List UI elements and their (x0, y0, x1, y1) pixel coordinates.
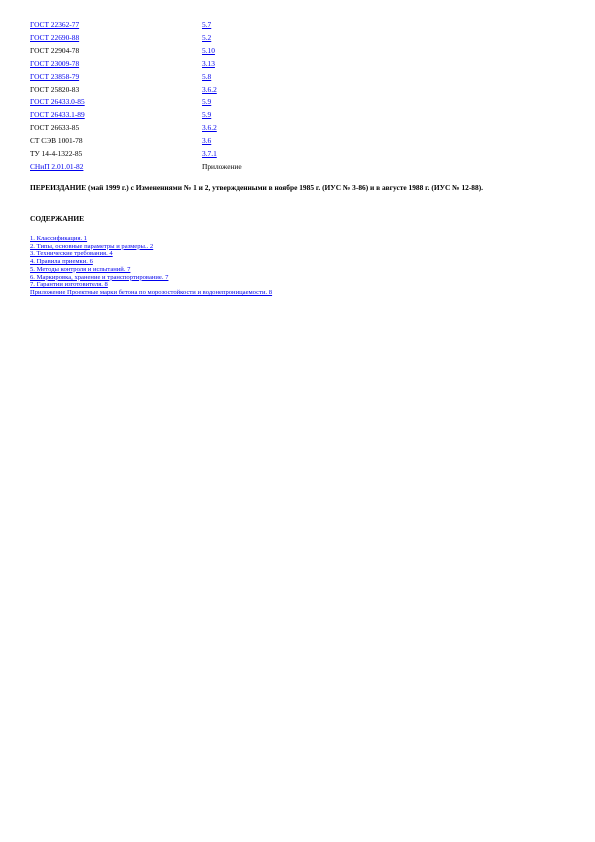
toc-link-manufacturer-guarantee[interactable]: 7. Гарантии изготовителя. 8 (30, 281, 108, 289)
reference-doc-cell (28, 45, 202, 58)
toc-link-acceptance-rules[interactable]: 4. Правила приемки. 6 (30, 258, 93, 266)
list-item (30, 250, 272, 258)
reference-doc-cell (28, 19, 202, 32)
reference-doc-cell (28, 109, 202, 122)
reference-item-cell (202, 19, 242, 32)
toc-link-test-methods[interactable]: 5. Методы контроля и испытаний. 7 (30, 265, 131, 273)
table-row (28, 135, 242, 148)
reference-item-cell (202, 96, 242, 109)
list-item (30, 274, 272, 282)
table-row (28, 109, 242, 122)
normative-references-table (28, 19, 242, 174)
reference-doc-text: ТУ 14-4-1322-85 (30, 149, 83, 159)
list-item (30, 243, 272, 251)
reference-doc-cell (28, 84, 202, 97)
reference-item-link[interactable]: 5.7 (202, 20, 212, 29)
table-row (28, 45, 242, 58)
reference-doc-link[interactable]: ГОСТ 22690-88 (30, 32, 80, 42)
toc-link-marking-storage[interactable]: 6. Маркировка, хранение и транспортирование. 7 (30, 273, 169, 281)
reference-doc-cell (28, 148, 202, 161)
reference-item-cell (202, 84, 242, 97)
reference-doc-link[interactable]: ГОСТ 23009-78 (30, 58, 80, 68)
toc-title: СОДЕРЖАНИЕ (30, 214, 85, 223)
reference-item-cell (202, 135, 242, 148)
table-of-contents (30, 235, 272, 297)
reference-doc-link[interactable]: ГОСТ 26433.1-89 (30, 110, 85, 120)
list-item (30, 235, 272, 243)
list-item (30, 266, 272, 274)
list-item (30, 281, 272, 289)
reference-item-link[interactable]: 5.10 (202, 45, 215, 55)
table-row (28, 32, 242, 45)
table-row (28, 148, 242, 161)
reference-doc-cell (28, 135, 202, 148)
reference-item-cell (202, 148, 242, 161)
table-row (28, 96, 242, 109)
toc-link-technical-requirements[interactable]: 3. Технические требования. 4 (30, 250, 113, 258)
reference-item-cell (202, 161, 242, 174)
list-item (30, 289, 272, 297)
toc-link-appendix[interactable]: Приложение Проектные марки бетона по морозостойкости и водонепроницаемости. 8 (30, 288, 273, 296)
reference-item-link[interactable]: 5.9 (202, 110, 212, 120)
reference-item-link[interactable]: 3.13 (202, 58, 215, 68)
reference-item-link[interactable]: 3.7.1 (202, 149, 217, 159)
reference-doc-cell (28, 122, 202, 135)
reference-doc-text: ГОСТ 22904-78 (30, 45, 80, 55)
reference-doc-link[interactable]: ГОСТ 22362-77 (30, 20, 80, 29)
toc-link-types-parameters[interactable]: 2. Типы, основные параметры и размеры.. 2 (30, 242, 154, 250)
reference-doc-text: ГОСТ 26633-85 (30, 123, 80, 133)
reference-item-cell (202, 32, 242, 45)
reference-item-link[interactable]: 3.6 (202, 136, 212, 146)
reference-doc-cell (28, 161, 202, 174)
references-table-body (28, 19, 242, 174)
reference-item-cell (202, 71, 242, 84)
reference-item-link[interactable]: 5.2 (202, 32, 212, 42)
reference-item-text: Приложение (202, 161, 242, 171)
reference-item-cell (202, 45, 242, 58)
reference-item-cell (202, 58, 242, 71)
reference-item-link[interactable]: 5.8 (202, 71, 212, 81)
reference-doc-cell (28, 32, 202, 45)
reference-item-cell (202, 122, 242, 135)
reference-doc-text: СТ СЭВ 1001-78 (30, 136, 83, 146)
list-item (30, 258, 272, 266)
reference-item-link[interactable]: 3.6.2 (202, 84, 217, 94)
reference-doc-link[interactable]: ГОСТ 23858-79 (30, 71, 80, 81)
reference-doc-link[interactable]: СНиП 2.01.01-82 (30, 161, 84, 171)
reference-item-link[interactable]: 3.6.2 (202, 123, 217, 133)
table-row (28, 71, 242, 84)
table-row (28, 122, 242, 135)
reference-doc-link[interactable]: ГОСТ 26433.0-85 (30, 97, 85, 107)
table-row (28, 84, 242, 97)
reference-item-cell (202, 109, 242, 122)
reference-doc-cell (28, 58, 202, 71)
reference-doc-cell (28, 71, 202, 84)
reference-doc-cell (28, 96, 202, 109)
toc-link-classification[interactable]: 1. Классификация. 1 (30, 235, 88, 242)
reference-doc-text: ГОСТ 25820-83 (30, 84, 80, 94)
table-row (28, 19, 242, 32)
reference-item-link[interactable]: 5.9 (202, 97, 212, 107)
reissue-note: ПЕРЕИЗДАНИЕ (май 1999 г.) с Изменениями № 1 и 2, утвержденными в ноябре 1985 г. (ИУС № 3-86) и в августе 1988 г. (ИУС № 12-88). (30, 183, 484, 192)
table-row (28, 161, 242, 174)
table-row (28, 58, 242, 71)
